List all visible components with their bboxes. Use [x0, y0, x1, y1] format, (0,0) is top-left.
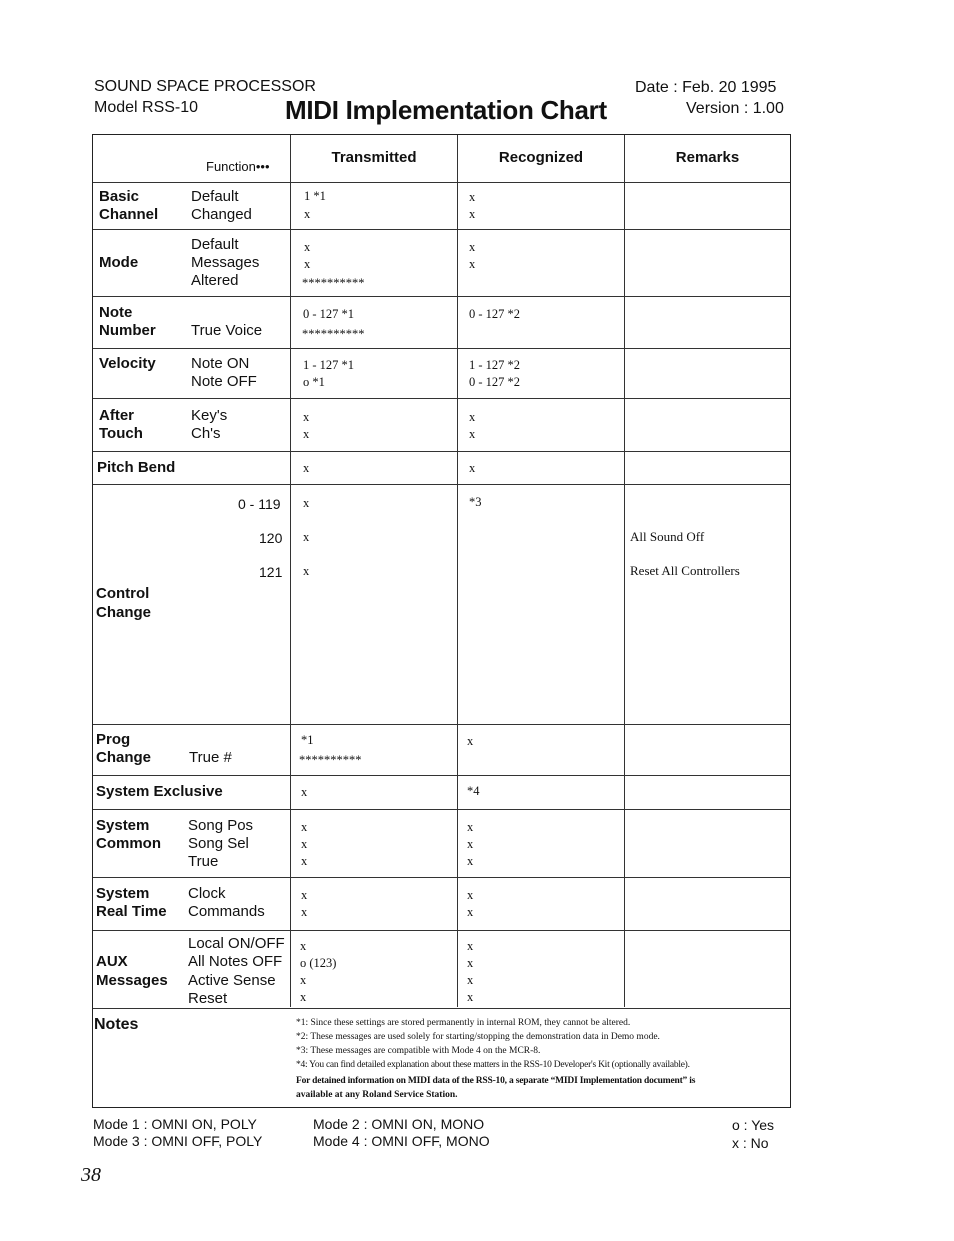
note-4: *4: You can find detailed explanation about these matters in the RSS-10 Developer's Kit (optionally available).: [296, 1060, 690, 1070]
after-label: After: [99, 407, 135, 424]
function-header: Function•••: [206, 159, 270, 174]
basic-label: Basic: [99, 188, 140, 205]
realtime-label1: System: [96, 885, 150, 902]
mode-rx-messages: x: [469, 257, 476, 271]
aux-tx-reset: x: [300, 990, 307, 1004]
system-common-label1: System: [96, 817, 150, 834]
row-divider: [93, 229, 790, 230]
aux-messages-label: Messages: [96, 972, 168, 989]
realtime-rx-commands: x: [467, 905, 474, 919]
cc-120-label: 120: [259, 530, 283, 546]
row-divider: [93, 724, 790, 725]
clock-label: Clock: [188, 885, 226, 902]
basic-rx-changed: x: [469, 207, 476, 221]
cc-range-label: 0 - 119: [238, 496, 281, 512]
mode1-legend: Mode 1 : OMNI ON, POLY: [93, 1116, 257, 1132]
reset-label: Reset: [188, 990, 228, 1007]
note-2: *2: These messages are used solely for starting/stopping the demonstration data in Demo mode.: [296, 1032, 660, 1042]
velocity-tx-off: o *1: [303, 375, 325, 389]
page-number: 38: [81, 1164, 101, 1186]
aux-tx-local: x: [300, 939, 307, 953]
mode2-legend: Mode 2 : OMNI ON, MONO: [313, 1116, 485, 1132]
row-divider: [93, 451, 790, 452]
row-divider: [93, 930, 790, 931]
mode-tx-messages: x: [304, 257, 311, 271]
aux-tx-active: x: [300, 973, 307, 987]
row-divider: [93, 877, 790, 878]
keys-label: Key's: [191, 407, 228, 424]
default-label: Default: [191, 188, 239, 205]
prog-tx-true: **********: [299, 753, 362, 767]
cc-tx-121: x: [303, 564, 310, 578]
note-label: Note: [99, 304, 133, 321]
true-number-label: True #: [189, 749, 232, 766]
control-label: Control: [96, 585, 150, 602]
mode-tx-default: x: [304, 240, 311, 254]
note-on-label: Note ON: [191, 355, 250, 372]
pitch-tx: x: [303, 461, 310, 475]
cc-tx-range: x: [303, 496, 310, 510]
yes-legend: o : Yes: [732, 1117, 775, 1133]
touch-label: Touch: [99, 425, 143, 442]
recognized-header: Recognized: [498, 149, 584, 166]
after-rx-chs: x: [469, 427, 476, 441]
after-tx-chs: x: [303, 427, 310, 441]
common-rx-true: x: [467, 854, 474, 868]
aux-rx-allnotes: x: [467, 956, 474, 970]
after-tx-keys: x: [303, 410, 310, 424]
product-name: SOUND SPACE PROCESSOR: [94, 78, 316, 95]
pitch-rx: x: [469, 461, 476, 475]
all-sound-off-remark: All Sound Off: [630, 529, 705, 544]
aux-rx-local: x: [467, 939, 474, 953]
note-3: *3: These messages are compatible with Mode 4 on the MCR-8.: [296, 1046, 541, 1056]
mode3-legend: Mode 3 : OMNI OFF, POLY: [93, 1133, 263, 1149]
sysex-label: System Exclusive: [96, 783, 223, 800]
mode-messages-label: Messages: [191, 254, 260, 271]
true-label: True: [188, 853, 219, 870]
notes-label: Notes: [94, 1016, 139, 1033]
velocity-rx-on: 1 - 127 *2: [469, 358, 521, 372]
aux-label: AUX: [96, 953, 128, 970]
common-rx-songsel: x: [467, 837, 474, 851]
mode-label: Mode: [99, 254, 139, 271]
note-off-label: Note OFF: [191, 373, 257, 390]
no-legend: x : No: [732, 1135, 769, 1151]
prog-tx: *1: [301, 733, 314, 747]
mode4-legend: Mode 4 : OMNI OFF, MONO: [313, 1133, 490, 1149]
note-tx-truevoice: **********: [302, 327, 365, 341]
note-5: For detained information on MIDI data of the RSS-10, a separate “MIDI Implementation document” is: [296, 1076, 696, 1086]
sysex-rx: *4: [467, 784, 480, 798]
note-1: *1: Since these settings are stored permanently in internal ROM, they cannot be altered.: [296, 1018, 631, 1028]
change-label: Change: [96, 604, 152, 621]
page-title: MIDI Implementation Chart: [285, 95, 607, 125]
aux-tx-allnotes: o (123): [300, 956, 337, 970]
mode-altered-label: Altered: [191, 272, 239, 289]
common-tx-songpos: x: [301, 820, 308, 834]
transmitted-header: Transmitted: [331, 149, 417, 166]
true-voice-label: True Voice: [191, 322, 263, 339]
common-tx-true: x: [301, 854, 308, 868]
velocity-tx-on: 1 - 127 *1: [303, 358, 355, 372]
aux-rx-active: x: [467, 973, 474, 987]
basic-tx-changed: x: [304, 207, 311, 221]
velocity-label: Velocity: [99, 355, 156, 372]
remarks-header: Remarks: [675, 149, 740, 166]
sysex-tx: x: [301, 785, 308, 799]
common-tx-songsel: x: [301, 837, 308, 851]
prog-change-label: Change: [96, 749, 152, 766]
midi-implementation-table: [92, 134, 791, 1108]
system-common-label2: Common: [96, 835, 161, 852]
date: Date : Feb. 20 1995: [635, 79, 777, 96]
mode-default-label: Default: [191, 236, 239, 253]
mode-tx-altered: **********: [302, 276, 365, 290]
row-divider: [93, 809, 790, 810]
song-pos-label: Song Pos: [188, 817, 254, 834]
realtime-tx-clock: x: [301, 888, 308, 902]
model-name: Model RSS-10: [94, 99, 199, 116]
row-divider: [93, 348, 790, 349]
row-divider: [93, 1008, 790, 1009]
basic-tx-default: 1 *1: [304, 189, 326, 203]
velocity-rx-off: 0 - 127 *2: [469, 375, 521, 389]
row-divider: [93, 296, 790, 297]
row-divider: [93, 398, 790, 399]
version: Version : 1.00: [686, 100, 784, 117]
commands-label: Commands: [188, 903, 265, 920]
basic-rx-default: x: [469, 190, 476, 204]
cc-rx-range: *3: [469, 495, 482, 509]
prog-rx: x: [467, 734, 474, 748]
realtime-label2: Real Time: [96, 903, 167, 920]
cc-tx-120: x: [303, 530, 310, 544]
mode-rx-default: x: [469, 240, 476, 254]
number-label: Number: [99, 322, 156, 339]
active-sense-label: Active Sense: [188, 972, 276, 989]
changed-label: Changed: [191, 206, 252, 223]
channel-label: Channel: [99, 206, 159, 223]
row-divider: [93, 484, 790, 485]
after-rx-keys: x: [469, 410, 476, 424]
all-notes-off-label: All Notes OFF: [188, 953, 283, 970]
local-onoff-label: Local ON/OFF: [188, 935, 285, 952]
realtime-rx-clock: x: [467, 888, 474, 902]
note-rx-range: 0 - 127 *2: [469, 307, 521, 321]
chs-label: Ch's: [191, 425, 221, 442]
pitch-bend-label: Pitch Bend: [97, 459, 176, 476]
note-tx-range: 0 - 127 *1: [303, 307, 355, 321]
aux-rx-reset: x: [467, 990, 474, 1004]
realtime-tx-commands: x: [301, 905, 308, 919]
song-sel-label: Song Sel: [188, 835, 249, 852]
row-divider: [93, 182, 790, 183]
note-6: available at any Roland Service Station.: [296, 1090, 458, 1100]
reset-controllers-remark: Reset All Controllers: [630, 563, 740, 578]
cc-121-label: 121: [259, 564, 283, 580]
row-divider: [93, 775, 790, 776]
prog-label: Prog: [96, 731, 131, 748]
common-rx-songpos: x: [467, 820, 474, 834]
